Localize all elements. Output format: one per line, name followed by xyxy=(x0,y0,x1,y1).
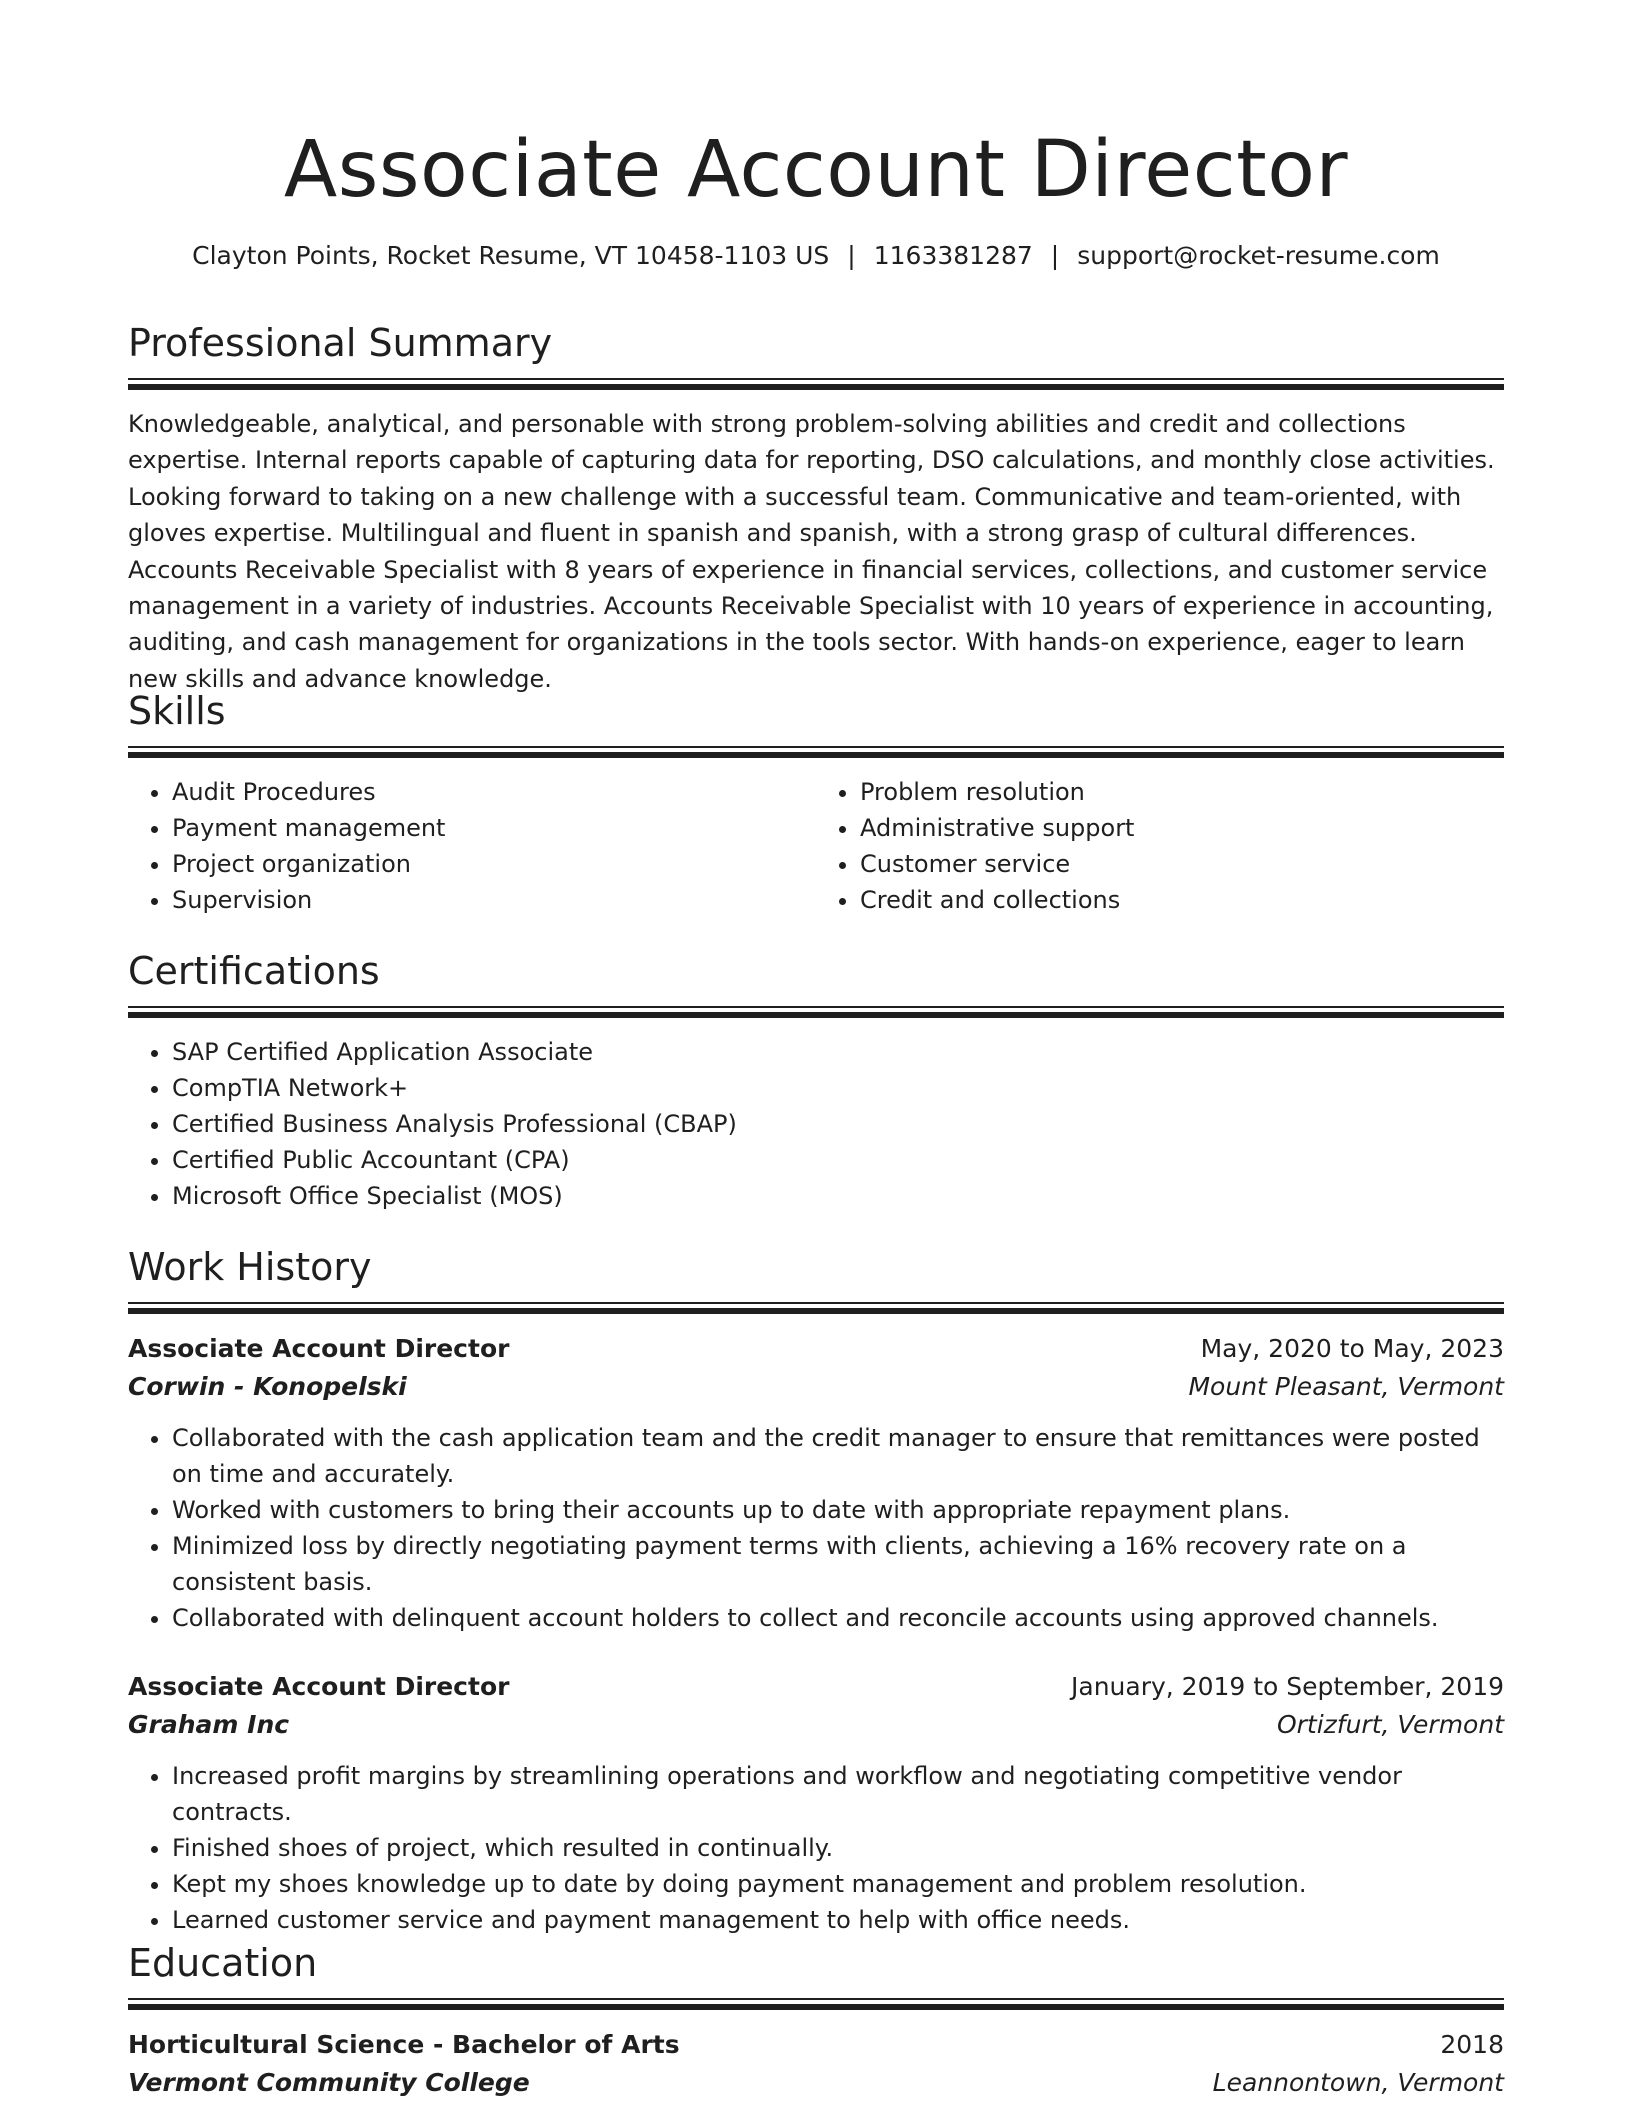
job-subheader xyxy=(128,1706,1504,1744)
skills-list-right xyxy=(816,774,1504,918)
job-header xyxy=(128,1330,1504,1368)
job-bullet: • Kept my shoes knowledge up to date by doing payment management and problem resolution. xyxy=(172,1866,1504,1902)
job-bullet: • Minimized loss by directly negotiating payment terms with clients, achieving a 16% recovery rate on a consistent basis. xyxy=(172,1528,1504,1600)
skill-item: • Supervision xyxy=(172,882,816,918)
job-bullet: • Collaborated with the cash application team and the credit manager to ensure that remittances were posted on time and accurately. xyxy=(172,1420,1504,1492)
certification-item: • SAP Certified Application Associate xyxy=(172,1034,1504,1070)
education-section xyxy=(128,1938,1504,2102)
skill-item: • Credit and collections xyxy=(860,882,1504,918)
job-entry xyxy=(128,1330,1504,1636)
section-divider xyxy=(128,378,1504,390)
job-bullet: • Finished shoes of project, which resulted in continually. xyxy=(172,1830,1504,1866)
certification-item: • Microsoft Office Specialist (MOS) xyxy=(172,1178,1504,1214)
skills-list-left xyxy=(128,774,816,918)
job-bullets xyxy=(128,1420,1504,1636)
job-subheader xyxy=(128,1368,1504,1406)
job-title: Associate Account Director xyxy=(128,1672,510,1701)
education-school: Vermont Community College xyxy=(128,2068,530,2097)
skill-item: • Customer service xyxy=(860,846,1504,882)
job-dates: January, 2019 to September, 2019 xyxy=(1071,1672,1504,1701)
section-divider xyxy=(128,1302,1504,1314)
contact-separator: | xyxy=(1050,241,1060,270)
skill-item: • Audit Procedures xyxy=(172,774,816,810)
job-dates: May, 2020 to May, 2023 xyxy=(1200,1334,1504,1363)
summary-heading: Professional Summary xyxy=(128,321,553,365)
job-bullet: • Increased profit margins by streamlining operations and workflow and negotiating competitive vendor contracts. xyxy=(172,1758,1504,1830)
job-bullet: • Collaborated with delinquent account holders to collect and reconcile accounts using approved channels. xyxy=(172,1600,1504,1636)
job-location: Mount Pleasant, Vermont xyxy=(1188,1372,1504,1401)
education-header xyxy=(128,2026,1504,2064)
certification-item: • Certified Public Accountant (CPA) xyxy=(172,1142,1504,1178)
contact-address: Clayton Points, Rocket Resume, VT 10458-1103 US xyxy=(192,241,830,270)
job-company: Corwin - Konopelski xyxy=(128,1372,407,1401)
education-heading: Education xyxy=(128,1941,318,1985)
education-subheader xyxy=(128,2064,1504,2102)
contact-phone: 1163381287 xyxy=(873,241,1033,270)
skill-item: • Project organization xyxy=(172,846,816,882)
skills-grid xyxy=(128,774,1504,918)
certification-item: • CompTIA Network+ xyxy=(172,1070,1504,1106)
education-location: Leannontown, Vermont xyxy=(1212,2068,1504,2097)
contact-email: support@rocket-resume.com xyxy=(1077,241,1440,270)
section-divider xyxy=(128,746,1504,758)
contact-line xyxy=(128,238,1504,274)
job-bullets xyxy=(128,1758,1504,1938)
work-history-section xyxy=(128,1242,1504,1938)
education-entry xyxy=(128,2026,1504,2102)
education-year: 2018 xyxy=(1440,2030,1504,2059)
job-entry xyxy=(128,1668,1504,1938)
summary-section xyxy=(128,318,1504,697)
job-title: Associate Account Director xyxy=(128,1334,510,1363)
certifications-heading: Certifications xyxy=(128,949,380,993)
job-company: Graham Inc xyxy=(128,1710,290,1739)
section-divider xyxy=(128,1998,1504,2010)
skills-section xyxy=(128,686,1504,918)
contact-separator: | xyxy=(847,241,856,270)
skill-item: • Payment management xyxy=(172,810,816,846)
section-divider xyxy=(128,1006,1504,1018)
job-location: Ortizfurt, Vermont xyxy=(1276,1710,1504,1739)
skill-item: • Problem resolution xyxy=(860,774,1504,810)
certifications-list xyxy=(128,1034,1504,1214)
certification-item: • Certified Business Analysis Professional (CBAP) xyxy=(172,1106,1504,1142)
certifications-section xyxy=(128,946,1504,1214)
summary-text: Knowledgeable, analytical, and personable with strong problem-solving abilities and credit and collections expertise. Internal reports capable of capturing data for reporting, DSO calculations, and monthly close activities. Looking forward to taking on a new challenge with a successful team. Communicative and team-oriented, with gloves expertise. Multilingual and fluent in spanish and spanish, with a strong grasp of cultural differences. Accounts Receivable Specialist with 8 years of experience in financial services, collections, and customer service management in a variety of industries. Accounts Receivable Specialist with 10 years of experience in accounting, auditing, and cash management for organizations in the tools sector. With hands-on experience, eager to learn new skills and advance knowledge. xyxy=(128,410,1495,693)
skill-item: • Administrative support xyxy=(860,810,1504,846)
job-header xyxy=(128,1668,1504,1706)
work-history-heading: Work History xyxy=(128,1245,372,1289)
resume-name: Associate Account Director xyxy=(283,125,1349,215)
education-degree: Horticultural Science - Bachelor of Arts xyxy=(128,2030,680,2059)
job-bullet: • Worked with customers to bring their accounts up to date with appropriate repayment plans. xyxy=(172,1492,1504,1528)
skills-heading: Skills xyxy=(128,689,226,733)
job-bullet: • Learned customer service and payment management to help with office needs. xyxy=(172,1902,1504,1938)
